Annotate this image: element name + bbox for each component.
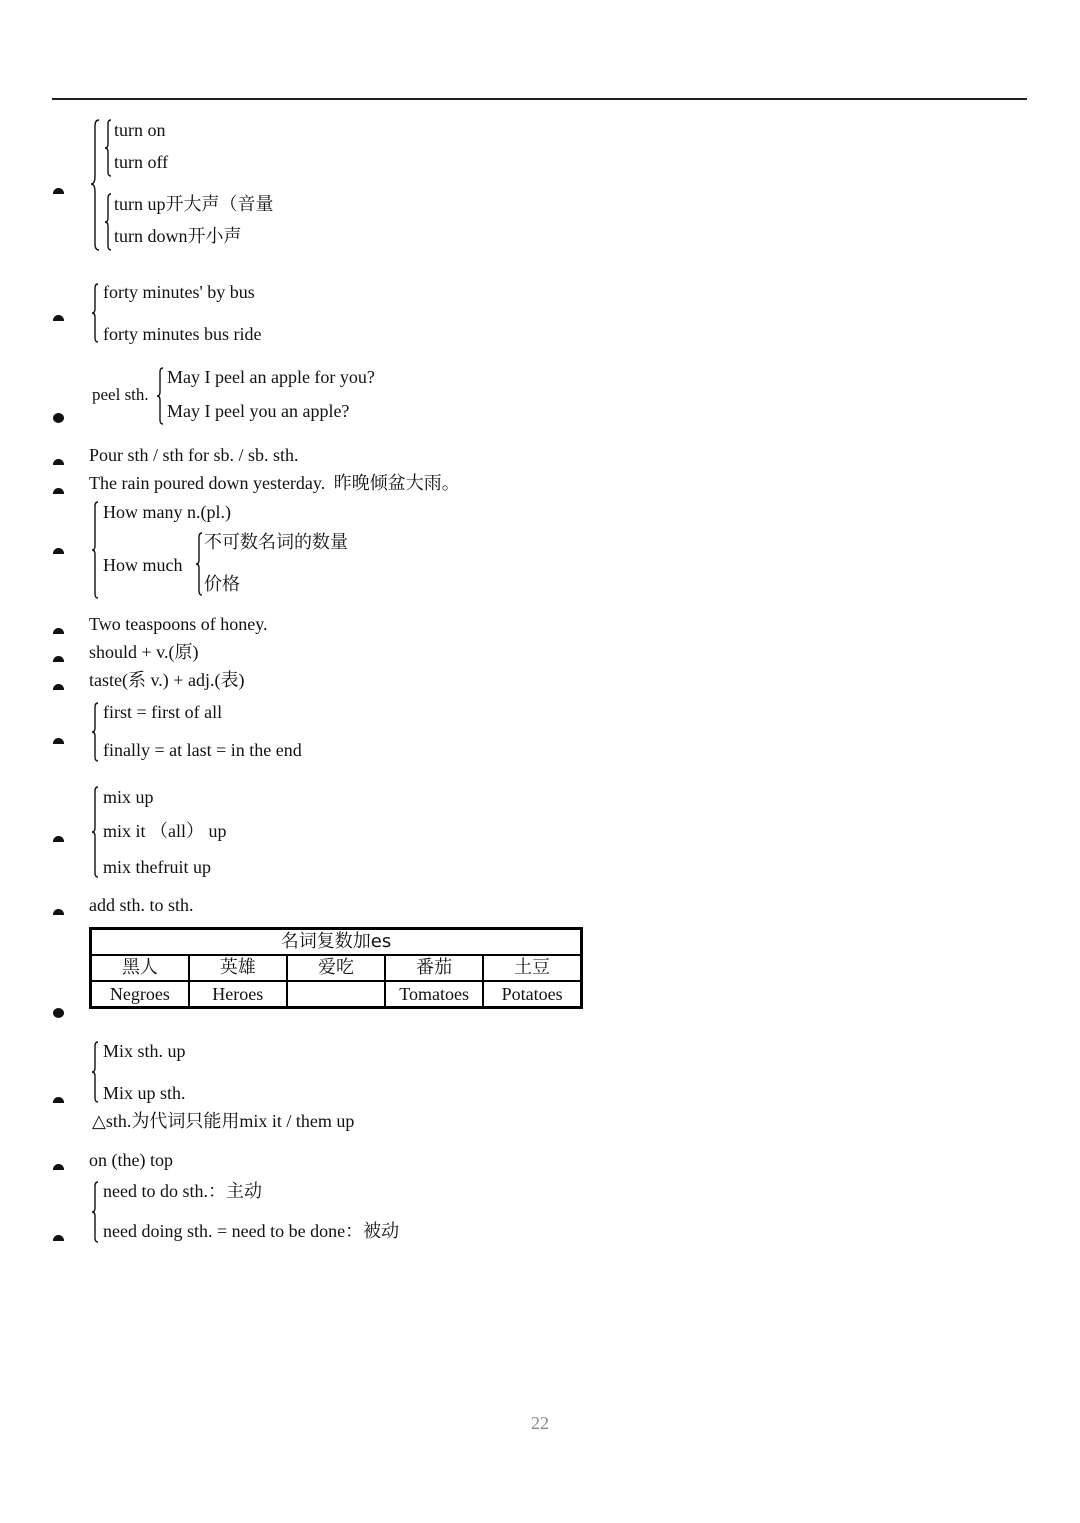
pour-line: Pour sth / sth for sb. / sb. sth. xyxy=(89,445,299,465)
turn-up-cn: 开大声（音量 xyxy=(165,194,274,215)
page-number: 22 xyxy=(531,1413,549,1433)
es-plural-table xyxy=(89,927,583,1009)
brace-mix xyxy=(91,785,101,881)
bullet xyxy=(53,548,64,554)
turn-off: turn off xyxy=(114,152,169,172)
mix2-note: △sth.为代词只能用mix it / them up xyxy=(92,1111,355,1131)
bullet xyxy=(53,1235,64,1241)
turn-up-line xyxy=(114,193,274,216)
first-item-2: finally = at last = in the end xyxy=(103,740,302,760)
bullet xyxy=(53,188,64,194)
table-cell: Potatoes xyxy=(483,981,581,1008)
rain-en: The rain poured down yesterday. xyxy=(89,473,326,493)
peel-label: peel sth. xyxy=(92,385,149,404)
brace-need xyxy=(91,1180,101,1244)
need-active: need to do sth. xyxy=(103,1181,208,1201)
taste-line: taste(系 v.) + adj.(表) xyxy=(89,670,245,690)
brace-how xyxy=(91,500,101,600)
table-header: 英雄 xyxy=(189,955,287,981)
bullet xyxy=(53,459,64,465)
turn-up: turn up xyxy=(114,194,166,214)
mix2-item-2: Mix up sth. xyxy=(103,1083,186,1103)
table-row xyxy=(91,981,582,1008)
how-many: How many n.(pl.) xyxy=(103,502,231,522)
bullet xyxy=(53,738,64,744)
need-passive-cn: ：被动 xyxy=(345,1221,400,1242)
table-cell xyxy=(287,981,385,1008)
brace-on-off xyxy=(104,118,114,178)
rain-cn: 昨晚倾盆大雨。 xyxy=(333,473,460,494)
bullet xyxy=(53,628,64,634)
bullet xyxy=(53,909,64,915)
bullet xyxy=(53,1008,64,1018)
brace-mix2 xyxy=(91,1040,101,1104)
first-item-1: first = first of all xyxy=(103,702,223,722)
table-header: 黑人 xyxy=(91,955,189,981)
table-cell: Heroes xyxy=(189,981,287,1008)
brace-peel xyxy=(156,366,166,426)
how-much: How much xyxy=(103,555,183,575)
bullet xyxy=(53,315,64,321)
need-active-line xyxy=(103,1180,262,1203)
bus-item-1: forty minutes' by bus xyxy=(103,282,255,302)
bullet xyxy=(53,488,64,494)
top-rule xyxy=(52,98,1027,100)
mix-item-2: mix it （all） up xyxy=(103,821,227,841)
brace-up-down xyxy=(104,192,114,252)
peel-item-2: May I peel you an apple? xyxy=(167,401,350,421)
brace-bus xyxy=(91,282,101,344)
turn-down-line xyxy=(114,225,242,248)
turn-down-cn: 开小声 xyxy=(187,226,242,247)
table-cell: Negroes xyxy=(91,981,189,1008)
need-passive: need doing sth. = need to be done xyxy=(103,1221,346,1241)
how-much-item-2: 价格 xyxy=(204,574,240,595)
top-line: on (the) top xyxy=(89,1150,173,1170)
bus-item-2: forty minutes bus ride xyxy=(103,324,262,344)
bullet xyxy=(53,836,64,842)
bullet xyxy=(53,656,64,662)
add-line: add sth. to sth. xyxy=(89,895,194,915)
need-active-cn: ：主动 xyxy=(208,1181,262,1202)
turn-down: turn down xyxy=(114,226,188,246)
table-header: 爱吃 xyxy=(287,955,385,981)
bullet xyxy=(53,413,64,423)
bullet xyxy=(53,684,64,690)
mix2-item-1: Mix sth. up xyxy=(103,1041,186,1061)
peel-item-1: May I peel an apple for you? xyxy=(167,367,375,387)
honey-line: Two teaspoons of honey. xyxy=(89,614,268,634)
turn-on: turn on xyxy=(114,120,166,140)
mix-item-1: mix up xyxy=(103,787,154,807)
bullet xyxy=(53,1097,64,1103)
table-cell: Tomatoes xyxy=(385,981,483,1008)
rain-line xyxy=(89,472,460,495)
should-line: should + v.(原) xyxy=(89,642,199,662)
table-row xyxy=(91,955,582,981)
bullet xyxy=(53,1164,64,1170)
table-header: 番茄 xyxy=(385,955,483,981)
need-passive-line xyxy=(103,1220,399,1243)
mix-item-3: mix thefruit up xyxy=(103,857,211,877)
table-title-row xyxy=(91,929,582,956)
table-header: 土豆 xyxy=(483,955,581,981)
how-much-item-1: 不可数名词的数量 xyxy=(204,532,348,553)
table-title: 名词复数加es xyxy=(91,929,582,956)
brace-first xyxy=(91,701,101,763)
